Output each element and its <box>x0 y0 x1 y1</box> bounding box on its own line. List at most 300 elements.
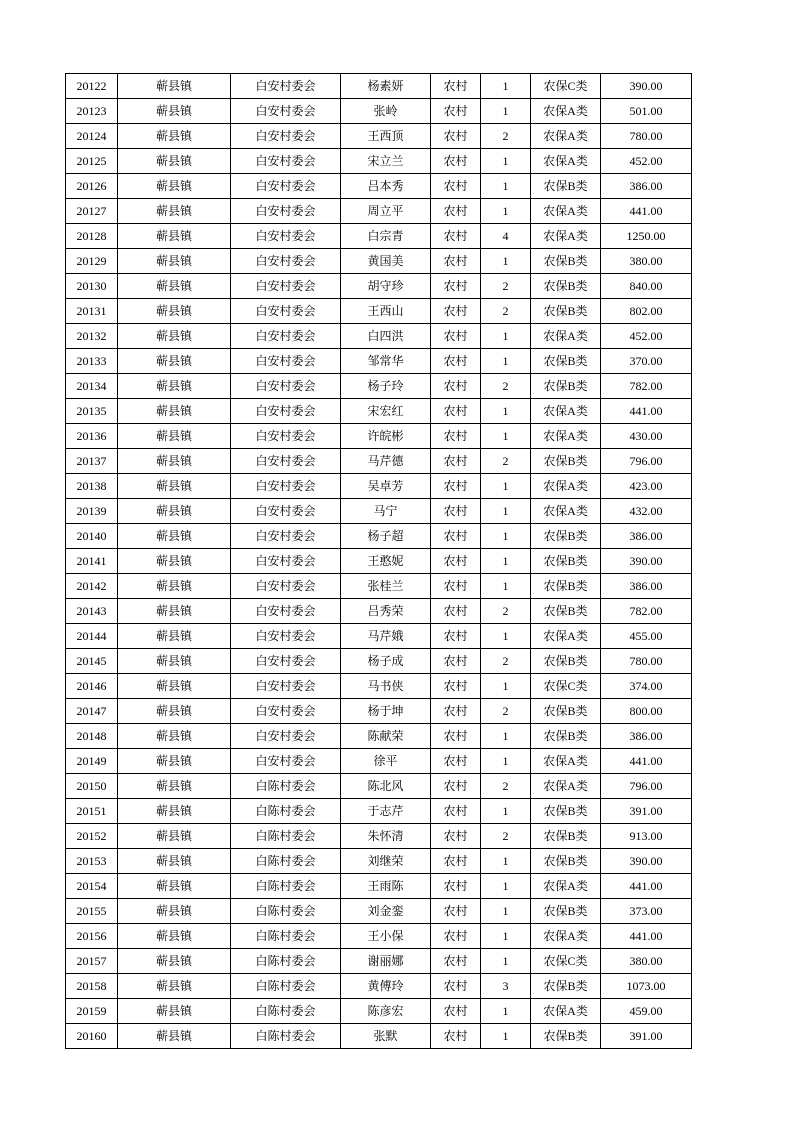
table-cell-town: 蕲县镇 <box>118 999 231 1024</box>
table-cell-insurance-category: 农保A类 <box>531 749 601 774</box>
table-cell-amount: 423.00 <box>601 474 692 499</box>
table-cell-town: 蕲县镇 <box>118 599 231 624</box>
table-cell-person-name: 刘继荣 <box>341 849 431 874</box>
table-cell-person-count: 1 <box>481 249 531 274</box>
table-cell-id: 20131 <box>66 299 118 324</box>
table-cell-town: 蕲县镇 <box>118 149 231 174</box>
table-cell-person-count: 2 <box>481 374 531 399</box>
table-cell-residence-type: 农村 <box>431 574 481 599</box>
table-cell-residence-type: 农村 <box>431 949 481 974</box>
table-cell-person-name: 黄国美 <box>341 249 431 274</box>
table-cell-id: 20143 <box>66 599 118 624</box>
table-cell-person-count: 1 <box>481 499 531 524</box>
table-cell-residence-type: 农村 <box>431 324 481 349</box>
table-cell-person-name: 王雨陈 <box>341 874 431 899</box>
table-cell-person-name: 王憨妮 <box>341 549 431 574</box>
table-row <box>66 774 692 799</box>
table-cell-amount: 374.00 <box>601 674 692 699</box>
table-cell-person-name: 张默 <box>341 1024 431 1049</box>
table-row <box>66 699 692 724</box>
table-cell-village: 白陈村委会 <box>231 949 341 974</box>
table-cell-person-name: 陈献荣 <box>341 724 431 749</box>
table-cell-person-name: 吕秀荣 <box>341 599 431 624</box>
table-cell-town: 蕲县镇 <box>118 474 231 499</box>
table-cell-town: 蕲县镇 <box>118 449 231 474</box>
table-cell-residence-type: 农村 <box>431 274 481 299</box>
table-cell-person-count: 2 <box>481 124 531 149</box>
table-cell-person-name: 吕本秀 <box>341 174 431 199</box>
table-cell-residence-type: 农村 <box>431 399 481 424</box>
table-cell-id: 20147 <box>66 699 118 724</box>
table-cell-person-name: 许皖彬 <box>341 424 431 449</box>
table-cell-town: 蕲县镇 <box>118 849 231 874</box>
table-cell-town: 蕲县镇 <box>118 424 231 449</box>
table-cell-id: 20124 <box>66 124 118 149</box>
table-cell-id: 20152 <box>66 824 118 849</box>
table-cell-village: 白陈村委会 <box>231 774 341 799</box>
table-cell-amount: 441.00 <box>601 399 692 424</box>
table-cell-person-count: 1 <box>481 149 531 174</box>
table-cell-village: 白安村委会 <box>231 399 341 424</box>
table-cell-residence-type: 农村 <box>431 249 481 274</box>
table-cell-village: 白安村委会 <box>231 99 341 124</box>
table-row <box>66 949 692 974</box>
table-cell-person-name: 于志芹 <box>341 799 431 824</box>
table-cell-id: 20123 <box>66 99 118 124</box>
table-cell-id: 20151 <box>66 799 118 824</box>
table-cell-id: 20132 <box>66 324 118 349</box>
table-cell-person-count: 1 <box>481 749 531 774</box>
table-cell-amount: 455.00 <box>601 624 692 649</box>
table-cell-residence-type: 农村 <box>431 924 481 949</box>
table-cell-person-count: 1 <box>481 849 531 874</box>
table-cell-insurance-category: 农保B类 <box>531 899 601 924</box>
table-cell-village: 白安村委会 <box>231 499 341 524</box>
table-cell-id: 20140 <box>66 524 118 549</box>
table-cell-amount: 1073.00 <box>601 974 692 999</box>
table-cell-amount: 441.00 <box>601 874 692 899</box>
table-cell-id: 20130 <box>66 274 118 299</box>
table-cell-village: 白陈村委会 <box>231 924 341 949</box>
table-cell-residence-type: 农村 <box>431 899 481 924</box>
table-cell-town: 蕲县镇 <box>118 899 231 924</box>
table-row <box>66 599 692 624</box>
table-cell-village: 白陈村委会 <box>231 799 341 824</box>
table-cell-insurance-category: 农保B类 <box>531 649 601 674</box>
table-cell-person-name: 王西顶 <box>341 124 431 149</box>
table-cell-insurance-category: 农保C类 <box>531 74 601 99</box>
table-cell-person-count: 1 <box>481 1024 531 1049</box>
table-cell-person-count: 3 <box>481 974 531 999</box>
table-cell-amount: 441.00 <box>601 749 692 774</box>
table-cell-village: 白安村委会 <box>231 474 341 499</box>
table-cell-insurance-category: 农保C类 <box>531 949 601 974</box>
table-row <box>66 524 692 549</box>
table-cell-person-count: 2 <box>481 774 531 799</box>
table-cell-person-name: 陈北风 <box>341 774 431 799</box>
table-cell-town: 蕲县镇 <box>118 274 231 299</box>
table-cell-town: 蕲县镇 <box>118 74 231 99</box>
table-cell-residence-type: 农村 <box>431 74 481 99</box>
table-cell-residence-type: 农村 <box>431 774 481 799</box>
table-cell-amount: 390.00 <box>601 74 692 99</box>
table-cell-town: 蕲县镇 <box>118 824 231 849</box>
table-row <box>66 349 692 374</box>
table-cell-id: 20133 <box>66 349 118 374</box>
table-cell-person-count: 1 <box>481 999 531 1024</box>
table-cell-person-count: 1 <box>481 99 531 124</box>
table-cell-person-count: 1 <box>481 924 531 949</box>
table-cell-residence-type: 农村 <box>431 224 481 249</box>
table-cell-insurance-category: 农保A类 <box>531 224 601 249</box>
table-cell-residence-type: 农村 <box>431 674 481 699</box>
table-cell-town: 蕲县镇 <box>118 799 231 824</box>
table-cell-person-count: 2 <box>481 824 531 849</box>
table-cell-person-name: 马芹娥 <box>341 624 431 649</box>
table-cell-amount: 780.00 <box>601 649 692 674</box>
table-cell-village: 白陈村委会 <box>231 899 341 924</box>
table-cell-person-count: 2 <box>481 299 531 324</box>
table-cell-insurance-category: 农保B类 <box>531 299 601 324</box>
table-cell-id: 20154 <box>66 874 118 899</box>
table-cell-id: 20153 <box>66 849 118 874</box>
table-cell-residence-type: 农村 <box>431 449 481 474</box>
table-cell-person-count: 2 <box>481 699 531 724</box>
table-cell-amount: 780.00 <box>601 124 692 149</box>
table-cell-person-name: 宋立兰 <box>341 149 431 174</box>
table-cell-town: 蕲县镇 <box>118 924 231 949</box>
table-cell-amount: 441.00 <box>601 924 692 949</box>
table-cell-insurance-category: 农保A类 <box>531 499 601 524</box>
table-row <box>66 999 692 1024</box>
table-cell-amount: 432.00 <box>601 499 692 524</box>
table-cell-village: 白安村委会 <box>231 149 341 174</box>
table-cell-amount: 380.00 <box>601 249 692 274</box>
table-row <box>66 149 692 174</box>
table-cell-id: 20146 <box>66 674 118 699</box>
table-row <box>66 574 692 599</box>
table-cell-residence-type: 农村 <box>431 474 481 499</box>
table-cell-residence-type: 农村 <box>431 999 481 1024</box>
table-cell-amount: 441.00 <box>601 199 692 224</box>
table-cell-town: 蕲县镇 <box>118 949 231 974</box>
table-cell-town: 蕲县镇 <box>118 574 231 599</box>
table-cell-residence-type: 农村 <box>431 849 481 874</box>
table-cell-residence-type: 农村 <box>431 149 481 174</box>
table-cell-id: 20148 <box>66 724 118 749</box>
table-cell-residence-type: 农村 <box>431 299 481 324</box>
table-cell-insurance-category: 农保A类 <box>531 99 601 124</box>
table-cell-amount: 840.00 <box>601 274 692 299</box>
table-cell-amount: 796.00 <box>601 774 692 799</box>
table-row <box>66 299 692 324</box>
table-cell-insurance-category: 农保A类 <box>531 999 601 1024</box>
table-cell-town: 蕲县镇 <box>118 224 231 249</box>
table-cell-village: 白安村委会 <box>231 224 341 249</box>
table-row <box>66 274 692 299</box>
table-cell-amount: 390.00 <box>601 549 692 574</box>
table-cell-person-name: 刘金銮 <box>341 899 431 924</box>
table-cell-insurance-category: 农保B类 <box>531 349 601 374</box>
table-cell-village: 白安村委会 <box>231 249 341 274</box>
table-cell-person-count: 2 <box>481 599 531 624</box>
table-cell-person-count: 1 <box>481 624 531 649</box>
table-row <box>66 674 692 699</box>
table-cell-insurance-category: 农保B类 <box>531 549 601 574</box>
table-cell-amount: 796.00 <box>601 449 692 474</box>
table-cell-residence-type: 农村 <box>431 349 481 374</box>
table-cell-town: 蕲县镇 <box>118 524 231 549</box>
table-cell-town: 蕲县镇 <box>118 874 231 899</box>
table-cell-insurance-category: 农保B类 <box>531 249 601 274</box>
table-cell-village: 白安村委会 <box>231 724 341 749</box>
table-cell-insurance-category: 农保A类 <box>531 774 601 799</box>
table-cell-insurance-category: 农保B类 <box>531 274 601 299</box>
table-cell-town: 蕲县镇 <box>118 549 231 574</box>
table-cell-village: 白陈村委会 <box>231 874 341 899</box>
table-cell-person-count: 1 <box>481 949 531 974</box>
table-cell-person-name: 谢丽娜 <box>341 949 431 974</box>
table-cell-amount: 370.00 <box>601 349 692 374</box>
table-cell-town: 蕲县镇 <box>118 299 231 324</box>
table-cell-insurance-category: 农保B类 <box>531 449 601 474</box>
table-cell-residence-type: 农村 <box>431 99 481 124</box>
table-row <box>66 124 692 149</box>
table-cell-insurance-category: 农保A类 <box>531 924 601 949</box>
table-cell-residence-type: 农村 <box>431 649 481 674</box>
table-body <box>66 74 692 1049</box>
table-cell-town: 蕲县镇 <box>118 124 231 149</box>
benefits-table <box>65 73 692 1049</box>
table-cell-id: 20142 <box>66 574 118 599</box>
table-cell-person-count: 1 <box>481 674 531 699</box>
table-cell-residence-type: 农村 <box>431 874 481 899</box>
table-cell-person-name: 白宗青 <box>341 224 431 249</box>
table-row <box>66 549 692 574</box>
table-cell-residence-type: 农村 <box>431 724 481 749</box>
table-cell-residence-type: 农村 <box>431 749 481 774</box>
table-cell-amount: 373.00 <box>601 899 692 924</box>
table-cell-person-name: 朱怀清 <box>341 824 431 849</box>
table-cell-village: 白安村委会 <box>231 374 341 399</box>
table-cell-amount: 913.00 <box>601 824 692 849</box>
table-cell-town: 蕲县镇 <box>118 99 231 124</box>
table-cell-insurance-category: 农保B类 <box>531 574 601 599</box>
table-cell-id: 20160 <box>66 1024 118 1049</box>
table-row <box>66 624 692 649</box>
table-cell-town: 蕲县镇 <box>118 774 231 799</box>
table-cell-id: 20127 <box>66 199 118 224</box>
table-cell-insurance-category: 农保A类 <box>531 399 601 424</box>
table-cell-village: 白安村委会 <box>231 449 341 474</box>
table-cell-insurance-category: 农保B类 <box>531 599 601 624</box>
table-row <box>66 974 692 999</box>
table-cell-person-name: 杨子成 <box>341 649 431 674</box>
table-cell-id: 20134 <box>66 374 118 399</box>
table-cell-amount: 1250.00 <box>601 224 692 249</box>
table-cell-town: 蕲县镇 <box>118 499 231 524</box>
table-cell-id: 20136 <box>66 424 118 449</box>
table-cell-town: 蕲县镇 <box>118 374 231 399</box>
table-cell-insurance-category: 农保A类 <box>531 424 601 449</box>
table-cell-id: 20159 <box>66 999 118 1024</box>
table-cell-amount: 391.00 <box>601 1024 692 1049</box>
table-cell-insurance-category: 农保B类 <box>531 849 601 874</box>
table-cell-person-count: 1 <box>481 549 531 574</box>
table-cell-village: 白安村委会 <box>231 699 341 724</box>
table-cell-town: 蕲县镇 <box>118 249 231 274</box>
table-cell-person-count: 1 <box>481 174 531 199</box>
table-cell-id: 20138 <box>66 474 118 499</box>
table-cell-insurance-category: 农保A类 <box>531 124 601 149</box>
table-cell-person-count: 1 <box>481 474 531 499</box>
table-cell-amount: 386.00 <box>601 524 692 549</box>
table-cell-amount: 802.00 <box>601 299 692 324</box>
table-cell-town: 蕲县镇 <box>118 624 231 649</box>
table-cell-id: 20135 <box>66 399 118 424</box>
table-cell-village: 白安村委会 <box>231 549 341 574</box>
table-cell-id: 20150 <box>66 774 118 799</box>
table-cell-town: 蕲县镇 <box>118 174 231 199</box>
table-cell-town: 蕲县镇 <box>118 674 231 699</box>
table-cell-person-count: 1 <box>481 799 531 824</box>
table-cell-town: 蕲县镇 <box>118 749 231 774</box>
table-cell-town: 蕲县镇 <box>118 724 231 749</box>
table-cell-person-name: 陈彦宏 <box>341 999 431 1024</box>
table-cell-id: 20129 <box>66 249 118 274</box>
table-cell-amount: 391.00 <box>601 799 692 824</box>
table-cell-amount: 380.00 <box>601 949 692 974</box>
table-cell-id: 20158 <box>66 974 118 999</box>
table-cell-village: 白安村委会 <box>231 349 341 374</box>
table-cell-id: 20156 <box>66 924 118 949</box>
table-cell-person-name: 黄傅玲 <box>341 974 431 999</box>
table-cell-insurance-category: 农保A类 <box>531 199 601 224</box>
table-cell-residence-type: 农村 <box>431 1024 481 1049</box>
table-cell-amount: 782.00 <box>601 374 692 399</box>
table-cell-town: 蕲县镇 <box>118 974 231 999</box>
table-cell-amount: 452.00 <box>601 149 692 174</box>
table-cell-village: 白安村委会 <box>231 574 341 599</box>
table-cell-id: 20125 <box>66 149 118 174</box>
table-cell-id: 20122 <box>66 74 118 99</box>
table-cell-person-name: 马芹德 <box>341 449 431 474</box>
table-cell-id: 20155 <box>66 899 118 924</box>
table-cell-person-name: 张桂兰 <box>341 574 431 599</box>
table-cell-village: 白安村委会 <box>231 324 341 349</box>
table-cell-village: 白安村委会 <box>231 749 341 774</box>
table-row <box>66 224 692 249</box>
table-row <box>66 799 692 824</box>
table-row <box>66 374 692 399</box>
table-cell-person-name: 杨于坤 <box>341 699 431 724</box>
table-cell-village: 白安村委会 <box>231 274 341 299</box>
table-row <box>66 649 692 674</box>
table-cell-village: 白陈村委会 <box>231 974 341 999</box>
table-cell-town: 蕲县镇 <box>118 1024 231 1049</box>
table-cell-town: 蕲县镇 <box>118 349 231 374</box>
table-cell-residence-type: 农村 <box>431 624 481 649</box>
table-cell-id: 20144 <box>66 624 118 649</box>
table-cell-person-name: 宋宏红 <box>341 399 431 424</box>
table-cell-insurance-category: 农保C类 <box>531 674 601 699</box>
table-cell-village: 白安村委会 <box>231 299 341 324</box>
table-cell-person-count: 1 <box>481 399 531 424</box>
table-cell-town: 蕲县镇 <box>118 199 231 224</box>
table-cell-person-count: 1 <box>481 874 531 899</box>
table-cell-village: 白安村委会 <box>231 424 341 449</box>
table-cell-id: 20128 <box>66 224 118 249</box>
table-cell-person-name: 杨素妍 <box>341 74 431 99</box>
table-row <box>66 474 692 499</box>
table-cell-person-name: 邹常华 <box>341 349 431 374</box>
table-cell-amount: 386.00 <box>601 174 692 199</box>
table-cell-insurance-category: 农保B类 <box>531 524 601 549</box>
table-cell-person-name: 胡守珍 <box>341 274 431 299</box>
table-cell-insurance-category: 农保A类 <box>531 474 601 499</box>
table-cell-insurance-category: 农保A类 <box>531 874 601 899</box>
table-row <box>66 849 692 874</box>
table-cell-amount: 452.00 <box>601 324 692 349</box>
table-row <box>66 199 692 224</box>
table-cell-residence-type: 农村 <box>431 549 481 574</box>
table-row <box>66 874 692 899</box>
table-row <box>66 749 692 774</box>
table-cell-id: 20145 <box>66 649 118 674</box>
table-cell-id: 20139 <box>66 499 118 524</box>
table-cell-village: 白安村委会 <box>231 124 341 149</box>
table-cell-residence-type: 农村 <box>431 499 481 524</box>
table-cell-residence-type: 农村 <box>431 599 481 624</box>
table-cell-id: 20141 <box>66 549 118 574</box>
table-cell-person-name: 马书侠 <box>341 674 431 699</box>
table-cell-person-name: 周立平 <box>341 199 431 224</box>
table-row <box>66 424 692 449</box>
table-cell-village: 白安村委会 <box>231 524 341 549</box>
table-cell-insurance-category: 农保A类 <box>531 624 601 649</box>
table-cell-village: 白陈村委会 <box>231 999 341 1024</box>
table-row <box>66 899 692 924</box>
table-cell-person-name: 杨子超 <box>341 524 431 549</box>
table-row <box>66 824 692 849</box>
table-cell-village: 白安村委会 <box>231 199 341 224</box>
table-cell-insurance-category: 农保A类 <box>531 324 601 349</box>
table-cell-residence-type: 农村 <box>431 374 481 399</box>
table-cell-person-count: 1 <box>481 724 531 749</box>
table-cell-town: 蕲县镇 <box>118 649 231 674</box>
table-cell-insurance-category: 农保B类 <box>531 824 601 849</box>
table-cell-residence-type: 农村 <box>431 424 481 449</box>
table-cell-id: 20137 <box>66 449 118 474</box>
table-row <box>66 249 692 274</box>
table-cell-residence-type: 农村 <box>431 174 481 199</box>
table-row <box>66 449 692 474</box>
table-cell-id: 20149 <box>66 749 118 774</box>
table-cell-person-name: 杨子玲 <box>341 374 431 399</box>
table-cell-village: 白陈村委会 <box>231 824 341 849</box>
table-cell-person-count: 2 <box>481 649 531 674</box>
table-cell-insurance-category: 农保B类 <box>531 374 601 399</box>
table-cell-person-count: 1 <box>481 349 531 374</box>
table-row <box>66 174 692 199</box>
table-cell-person-name: 吴卓芳 <box>341 474 431 499</box>
table-cell-residence-type: 农村 <box>431 699 481 724</box>
table-cell-residence-type: 农村 <box>431 799 481 824</box>
table-cell-person-count: 1 <box>481 899 531 924</box>
table-row <box>66 399 692 424</box>
table-cell-town: 蕲县镇 <box>118 324 231 349</box>
table-cell-insurance-category: 农保B类 <box>531 974 601 999</box>
